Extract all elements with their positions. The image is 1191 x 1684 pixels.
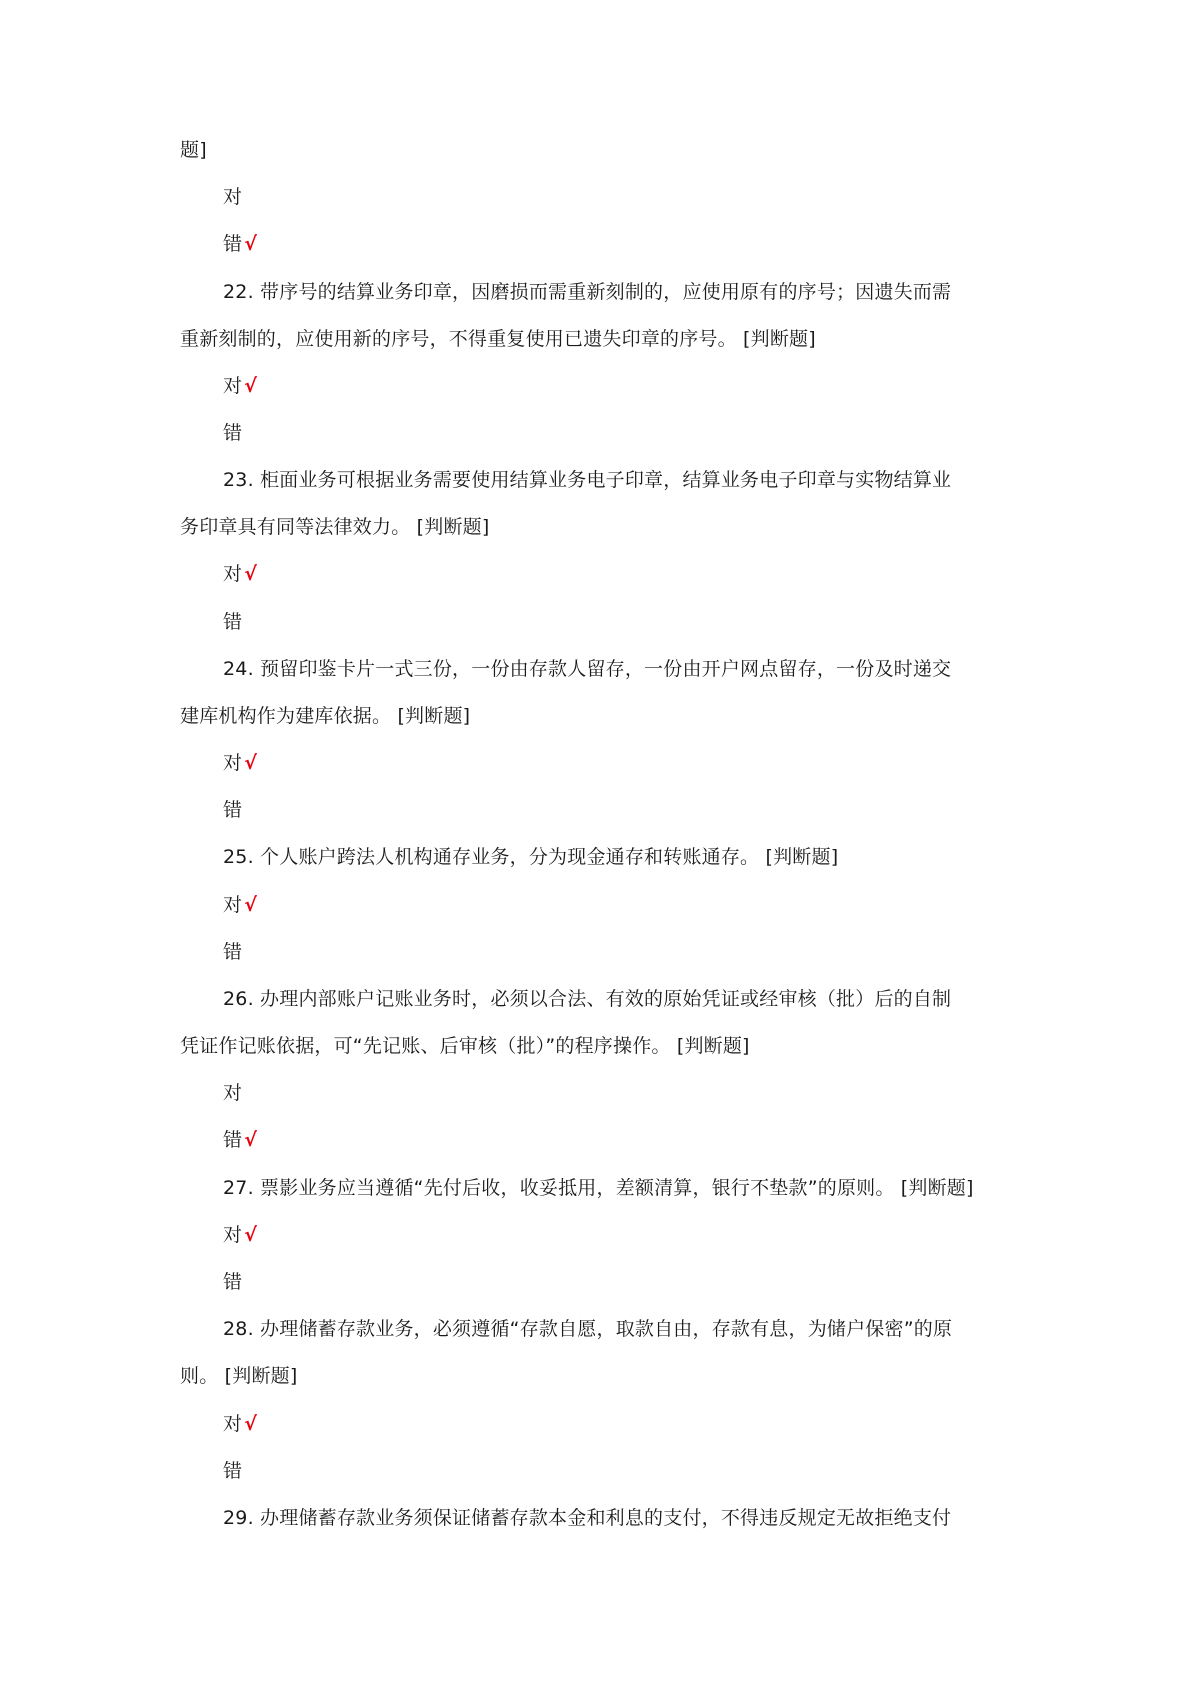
answer-option	[223, 230, 257, 258]
answer-option-label: 错	[223, 233, 243, 255]
question-text	[223, 985, 951, 1013]
answer-option	[223, 796, 242, 824]
answer-option	[223, 1221, 257, 1249]
question-text	[223, 466, 951, 494]
question-text	[223, 278, 951, 306]
answer-option-label: 对	[223, 375, 243, 397]
answer-option	[223, 938, 242, 966]
correct-check-icon: √	[244, 1129, 258, 1151]
answer-option	[223, 891, 257, 919]
question-text-label: 28. 办理储蓄存款业务，必须遵循“存款自愿，取款自由，存款有息，为储户保密”的原	[223, 1318, 953, 1340]
answer-option-label: 对	[223, 1082, 243, 1104]
answer-option-label: 错	[223, 611, 243, 633]
correct-check-icon: √	[244, 563, 258, 585]
question-continuation	[180, 1032, 750, 1060]
correct-check-icon: √	[244, 1224, 258, 1246]
answer-option-label: 错	[223, 1460, 243, 1482]
question-continuation-label: 建库机构作为建库依据。 [判断题]	[180, 705, 471, 727]
correct-check-icon: √	[244, 233, 258, 255]
answer-option	[223, 1126, 257, 1154]
question-continuation	[180, 1362, 297, 1390]
answer-option-label: 错	[223, 799, 243, 821]
answer-option	[223, 372, 257, 400]
answer-option-label: 对	[223, 894, 243, 916]
answer-option	[223, 1268, 242, 1296]
answer-option-label: 对	[223, 752, 243, 774]
question-continuation-label: 题]	[180, 139, 207, 161]
answer-option	[223, 608, 242, 636]
answer-option	[223, 749, 257, 777]
question-continuation	[180, 702, 470, 730]
question-continuation	[180, 325, 816, 353]
correct-check-icon: √	[244, 375, 258, 397]
answer-option	[223, 1457, 242, 1485]
answer-option-label: 错	[223, 941, 243, 963]
question-text	[223, 1174, 974, 1202]
question-text	[223, 843, 838, 871]
answer-option-label: 错	[223, 1271, 243, 1293]
question-text	[223, 1504, 951, 1532]
question-continuation-label: 则。 [判断题]	[180, 1365, 298, 1387]
question-text-label: 27. 票影业务应当遵循“先付后收，收妥抵用，差额清算，银行不垫款”的原则。 [判断题]	[223, 1177, 974, 1199]
correct-check-icon: √	[244, 752, 258, 774]
correct-check-icon: √	[244, 1413, 258, 1435]
question-continuation-label: 重新刻制的，应使用新的序号，不得重复使用已遗失印章的序号。 [判断题]	[180, 328, 816, 350]
correct-check-icon: √	[244, 894, 258, 916]
question-text-label: 23. 柜面业务可根据业务需要使用结算业务电子印章，结算业务电子印章与实物结算业	[223, 469, 952, 491]
answer-option	[223, 560, 257, 588]
answer-option	[223, 1079, 242, 1107]
question-text-label: 29. 办理储蓄存款业务须保证储蓄存款本金和利息的支付，不得违反规定无故拒绝支付	[223, 1507, 952, 1529]
question-continuation	[180, 136, 207, 164]
question-text	[223, 655, 951, 683]
answer-option-label: 错	[223, 422, 243, 444]
answer-option-label: 对	[223, 563, 243, 585]
answer-option-label: 对	[223, 1224, 243, 1246]
question-text-label: 25. 个人账户跨法人机构通存业务，分为现金通存和转账通存。 [判断题]	[223, 846, 839, 868]
question-continuation-label: 凭证作记账依据，可“先记账、后审核（批）”的程序操作。 [判断题]	[180, 1035, 750, 1057]
answer-option	[223, 1410, 257, 1438]
answer-option-label: 错	[223, 1129, 243, 1151]
question-continuation	[180, 513, 489, 541]
question-text-label: 26. 办理内部账户记账业务时，必须以合法、有效的原始凭证或经审核（批）后的自制	[223, 988, 952, 1010]
answer-option-label: 对	[223, 186, 243, 208]
question-continuation-label: 务印章具有同等法律效力。 [判断题]	[180, 516, 490, 538]
answer-option	[223, 183, 242, 211]
answer-option-label: 对	[223, 1413, 243, 1435]
question-text	[223, 1315, 952, 1343]
question-text-label: 24. 预留印鉴卡片一式三份，一份由存款人留存，一份由开户网点留存，一份及时递交	[223, 658, 952, 680]
answer-option	[223, 419, 242, 447]
question-text-label: 22. 带序号的结算业务印章，因磨损而需重新刻制的，应使用原有的序号；因遗失而需	[223, 281, 952, 303]
